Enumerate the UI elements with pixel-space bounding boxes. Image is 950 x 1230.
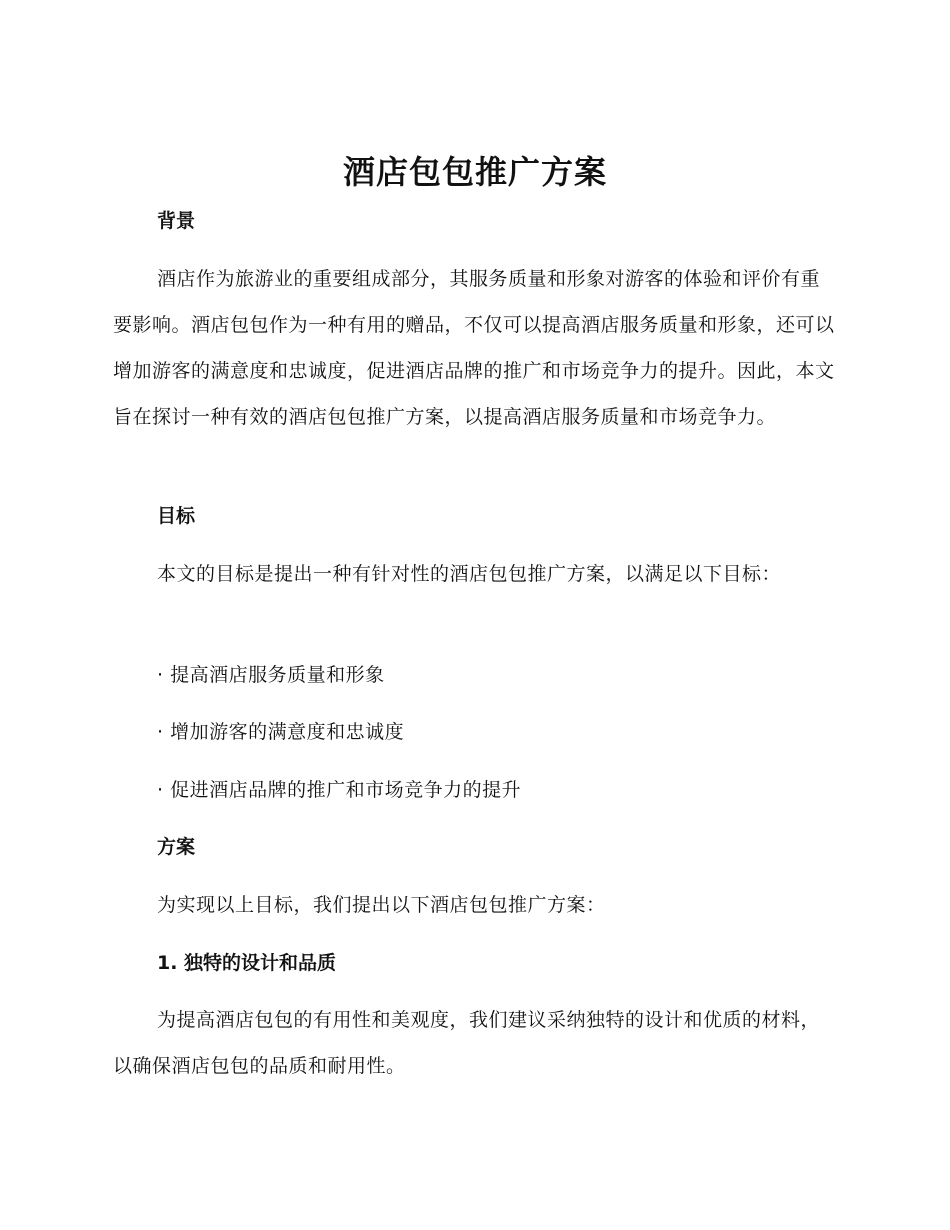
goal-list-item: · 促进酒店品牌的推广和市场竞争力的提升 [157, 779, 522, 801]
background-paragraph: 酒店作为旅游业的重要组成部分，其服务质量和形象对游客的体验和评价有重要影响。酒店包包作为一种有用的赠品，不仅可以提高酒店服务质量和形象，还可以增加游客的满意度和忠诚度，促进酒店品牌的推广和市场竞争力的提升。因此，本文旨在探讨一种有效的酒店包包推广方案，以提高酒店服务质量和市场竞争力。 [113, 268, 835, 428]
plan-intro-text: 为实现以上目标，我们提出以下酒店包包推广方案： [157, 894, 606, 916]
goal-list-item: · 增加游客的满意度和忠诚度 [157, 721, 405, 743]
section-heading-plan: 方案 [157, 836, 196, 858]
goals-intro-paragraph: 本文的目标是提出一种有针对性的酒店包包推广方案，以满足以下目标： [157, 563, 782, 585]
goal-list-item: · 提高酒店服务质量和形象 [157, 664, 385, 686]
section-heading-background: 背景 [157, 210, 196, 232]
document-title: 酒店包包推广方案 [342, 153, 607, 191]
subsection-heading-design: 1. 独特的设计和品质 [157, 952, 337, 974]
design-paragraph: 为提高酒店包包的有用性和美观度，我们建议采纳独特的设计和优质的材料，以确保酒店包包的品质和耐用性。 [113, 1009, 821, 1077]
section-heading-goals: 目标 [157, 505, 196, 527]
